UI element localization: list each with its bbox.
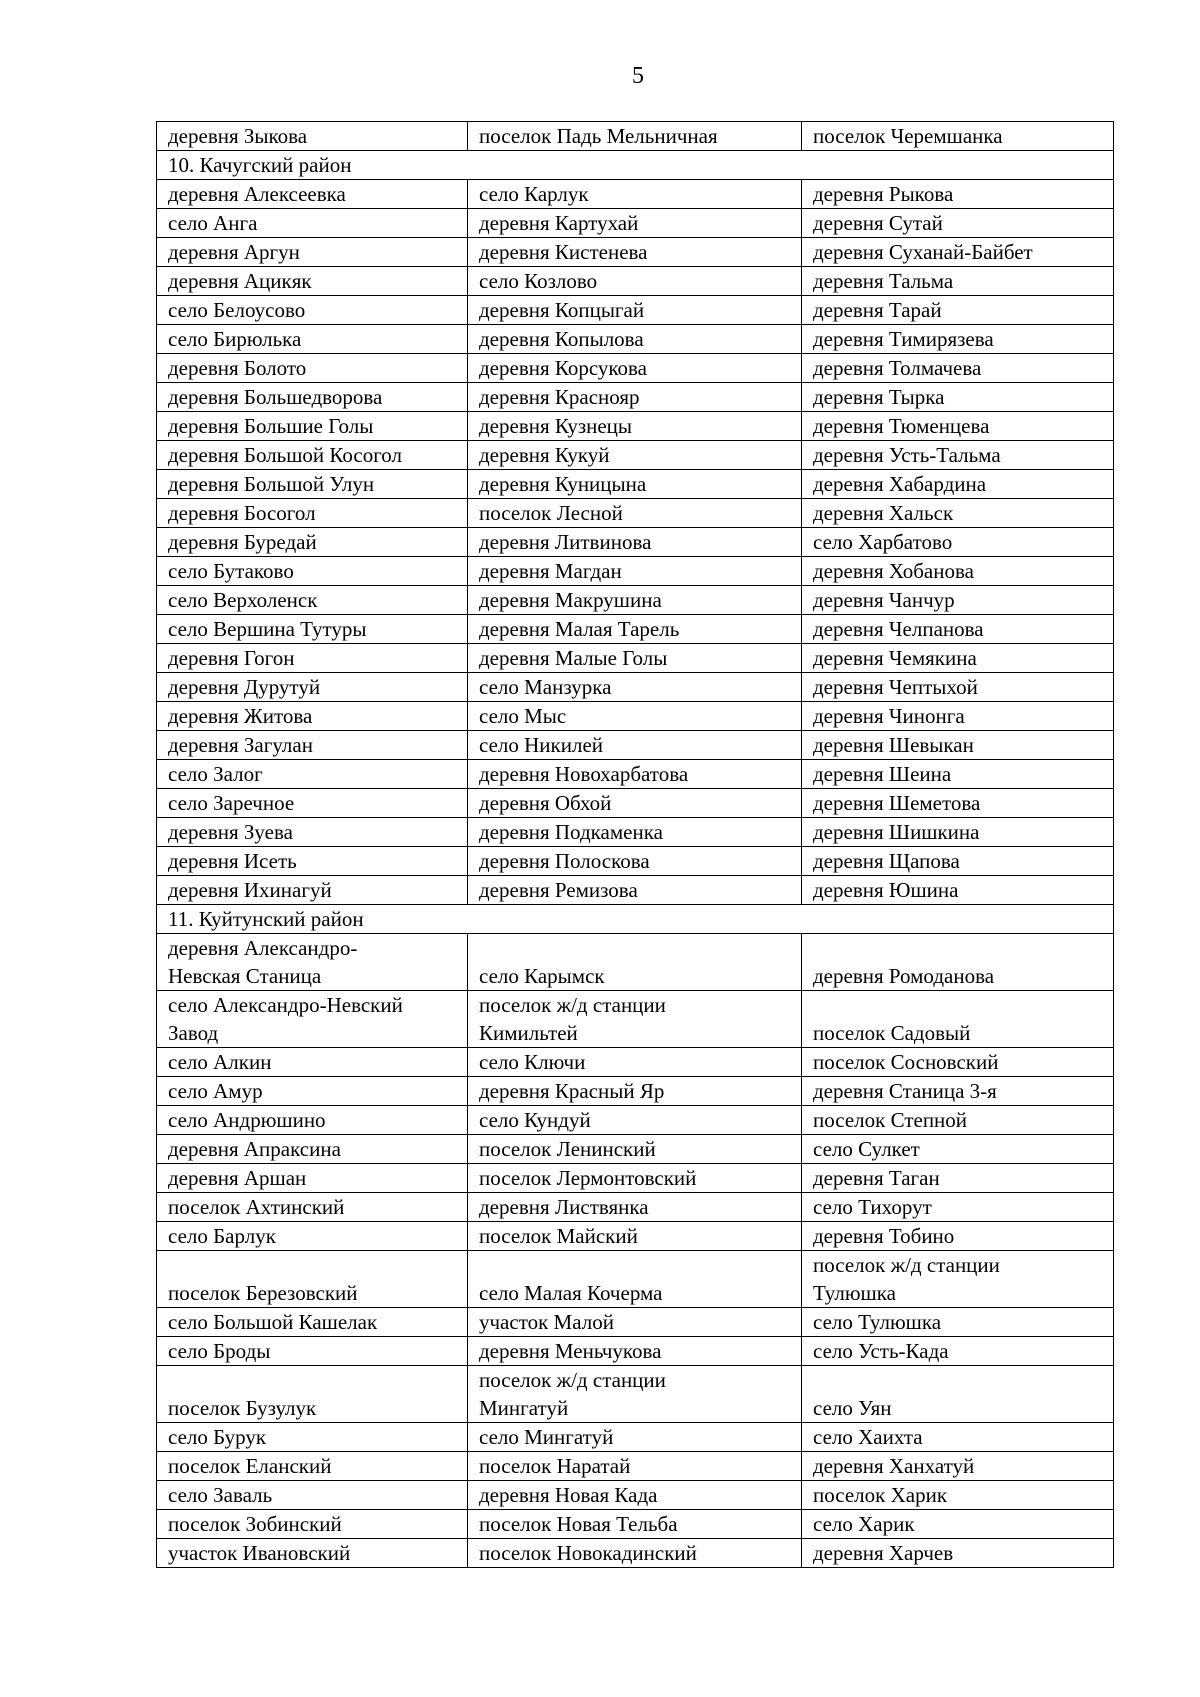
table-row xyxy=(157,325,1114,354)
table-row xyxy=(157,412,1114,441)
table-cell: деревня Шеина xyxy=(802,760,1114,789)
table-cell: деревня Копцыгай xyxy=(468,296,802,325)
cell-line: село Александро-Невский xyxy=(168,993,403,1017)
table-row xyxy=(157,1164,1114,1193)
table-cell: деревня Дурутуй xyxy=(157,673,468,702)
table-row xyxy=(157,1048,1114,1077)
table-row xyxy=(157,354,1114,383)
table-cell: село Тихорут xyxy=(802,1193,1114,1222)
table-cell: деревня Исеть xyxy=(157,847,468,876)
table-cell: село Тулюшка xyxy=(802,1308,1114,1337)
table-cell: деревня Меньчукова xyxy=(468,1337,802,1366)
table-cell: село Анга xyxy=(157,209,468,238)
table-cell: деревня Кукуй xyxy=(468,441,802,470)
table-row xyxy=(157,470,1114,499)
table-cell: деревня Тырка xyxy=(802,383,1114,412)
table-cell: деревня Зуева xyxy=(157,818,468,847)
table-cell: деревня Большие Голы xyxy=(157,412,468,441)
table-cell: деревня Ихинагуй xyxy=(157,876,468,905)
table-cell: деревня Малая Тарель xyxy=(468,615,802,644)
cell-line: Кимильтей xyxy=(479,1021,578,1045)
table-cell: деревня Малые Голы xyxy=(468,644,802,673)
table-cell: деревня Аргун xyxy=(157,238,468,267)
table-row xyxy=(157,1481,1114,1510)
table-cell: деревня Апраксина xyxy=(157,1135,468,1164)
table-cell: поселок Ленинский xyxy=(468,1135,802,1164)
table-cell: деревня Ацикяк xyxy=(157,267,468,296)
table-cell: деревня Буредай xyxy=(157,528,468,557)
table-cell: деревня Магдан xyxy=(468,557,802,586)
table-cell: деревня Житова xyxy=(157,702,468,731)
table-row xyxy=(157,1539,1114,1568)
table-cell: деревня Тюменцева xyxy=(802,412,1114,441)
table-cell: село Броды xyxy=(157,1337,468,1366)
section-heading: 10. Качугский район xyxy=(157,151,1114,180)
table-cell: поселок Наратай xyxy=(468,1452,802,1481)
table-row xyxy=(157,644,1114,673)
table-cell: поселок Березовский xyxy=(157,1251,468,1308)
cell-line: Тулюшка xyxy=(813,1281,896,1305)
table-cell: село Мингатуй xyxy=(468,1423,802,1452)
table-cell xyxy=(802,1251,1114,1308)
table-cell: деревня Шевыкан xyxy=(802,731,1114,760)
table-cell: деревня Хабардина xyxy=(802,470,1114,499)
table-cell: село Залог xyxy=(157,760,468,789)
cell-line: поселок ж/д станции xyxy=(479,1368,666,1392)
table-row xyxy=(157,1308,1114,1337)
table-cell: деревня Станица 3-я xyxy=(802,1077,1114,1106)
table-cell: поселок Бузулук xyxy=(157,1366,468,1423)
table-cell: деревня Новохарбатова xyxy=(468,760,802,789)
table-cell: село Карымск xyxy=(468,934,802,991)
table-cell: деревня Копылова xyxy=(468,325,802,354)
table-row xyxy=(157,180,1114,209)
table-cell: деревня Гогон xyxy=(157,644,468,673)
table-cell: деревня Кистенева xyxy=(468,238,802,267)
table-cell: деревня Тимирязева xyxy=(802,325,1114,354)
table-cell: село Харик xyxy=(802,1510,1114,1539)
table-cell: участок Малой xyxy=(468,1308,802,1337)
table-row xyxy=(157,1251,1114,1308)
table-cell: деревня Сутай xyxy=(802,209,1114,238)
table-row xyxy=(157,847,1114,876)
table-cell: деревня Тарай xyxy=(802,296,1114,325)
table-cell: деревня Босогол xyxy=(157,499,468,528)
table-cell: село Кундуй xyxy=(468,1106,802,1135)
table-cell: деревня Загулан xyxy=(157,731,468,760)
table-row xyxy=(157,731,1114,760)
table-cell: деревня Большой Улун xyxy=(157,470,468,499)
table-cell: село Вершина Тутуры xyxy=(157,615,468,644)
table-row xyxy=(157,789,1114,818)
table-cell: деревня Чептыхой xyxy=(802,673,1114,702)
table-cell: село Уян xyxy=(802,1366,1114,1423)
table-cell: деревня Таган xyxy=(802,1164,1114,1193)
table-cell: поселок Еланский xyxy=(157,1452,468,1481)
table-row xyxy=(157,122,1114,151)
table-cell: деревня Листвянка xyxy=(468,1193,802,1222)
table-cell: деревня Шишкина xyxy=(802,818,1114,847)
table-cell: деревня Рыкова xyxy=(802,180,1114,209)
table-cell: село Бутаково xyxy=(157,557,468,586)
table-cell: деревня Тальма xyxy=(802,267,1114,296)
table-row xyxy=(157,702,1114,731)
table-cell: деревня Аршан xyxy=(157,1164,468,1193)
table-cell: село Барлук xyxy=(157,1222,468,1251)
table-cell: деревня Челпанова xyxy=(802,615,1114,644)
table-cell: деревня Чинонга xyxy=(802,702,1114,731)
cell-line: поселок ж/д станции xyxy=(813,1253,1000,1277)
table-row xyxy=(157,1135,1114,1164)
table-row xyxy=(157,1423,1114,1452)
table-row xyxy=(157,499,1114,528)
settlements-table xyxy=(156,121,1114,1568)
cell-line: Мингатуй xyxy=(479,1396,569,1420)
table-cell xyxy=(157,934,468,991)
table-cell: деревня Большедворова xyxy=(157,383,468,412)
table-row xyxy=(157,615,1114,644)
table-cell: поселок Лесной xyxy=(468,499,802,528)
table-row xyxy=(157,586,1114,615)
table-row xyxy=(157,673,1114,702)
table-cell: село Мыс xyxy=(468,702,802,731)
table-cell: село Андрюшино xyxy=(157,1106,468,1135)
table-row xyxy=(157,1193,1114,1222)
table-row xyxy=(157,1452,1114,1481)
section-row xyxy=(157,151,1114,180)
table-cell: село Заваль xyxy=(157,1481,468,1510)
table-cell: деревня Ремизова xyxy=(468,876,802,905)
table-row xyxy=(157,209,1114,238)
table-cell: деревня Алексеевка xyxy=(157,180,468,209)
cell-line: деревня Александро- xyxy=(168,936,358,960)
table-cell: деревня Хобанова xyxy=(802,557,1114,586)
settlements-table-body xyxy=(157,122,1114,1568)
table-cell: деревня Ханхатуй xyxy=(802,1452,1114,1481)
page-number: 5 xyxy=(632,63,644,89)
table-cell: село Карлук xyxy=(468,180,802,209)
table-row xyxy=(157,1077,1114,1106)
table-cell: поселок Новая Тельба xyxy=(468,1510,802,1539)
table-cell: деревня Тобино xyxy=(802,1222,1114,1251)
table-row xyxy=(157,818,1114,847)
table-cell: село Ключи xyxy=(468,1048,802,1077)
table-cell: деревня Подкаменка xyxy=(468,818,802,847)
table-cell: участок Ивановский xyxy=(157,1539,468,1568)
table-row xyxy=(157,267,1114,296)
table-row xyxy=(157,1222,1114,1251)
section-row xyxy=(157,905,1114,934)
table-row xyxy=(157,296,1114,325)
table-cell: село Манзурка xyxy=(468,673,802,702)
table-cell: село Усть-Када xyxy=(802,1337,1114,1366)
table-cell: поселок Черемшанка xyxy=(802,122,1114,151)
table-cell: деревня Толмачева xyxy=(802,354,1114,383)
table-cell: село Малая Кочерма xyxy=(468,1251,802,1308)
table-cell: деревня Зыкова xyxy=(157,122,468,151)
section-heading: 11. Куйтунский район xyxy=(157,905,1114,934)
table-cell: поселок Ахтинский xyxy=(157,1193,468,1222)
table-cell: деревня Чемякина xyxy=(802,644,1114,673)
table-cell xyxy=(468,991,802,1048)
table-cell: поселок Лермонтовский xyxy=(468,1164,802,1193)
table-cell: деревня Хальск xyxy=(802,499,1114,528)
table-cell: деревня Макрушина xyxy=(468,586,802,615)
table-row xyxy=(157,991,1114,1048)
cell-line: Завод xyxy=(168,1021,219,1045)
table-row xyxy=(157,1510,1114,1539)
table-cell: поселок Степной xyxy=(802,1106,1114,1135)
table-row xyxy=(157,238,1114,267)
table-cell: деревня Щапова xyxy=(802,847,1114,876)
table-cell: деревня Новая Када xyxy=(468,1481,802,1510)
table-cell: деревня Корсукова xyxy=(468,354,802,383)
table-row xyxy=(157,1366,1114,1423)
table-cell: село Бирюлька xyxy=(157,325,468,354)
table-cell: село Сулкет xyxy=(802,1135,1114,1164)
table-cell: деревня Суханай-Байбет xyxy=(802,238,1114,267)
table-cell: деревня Ромоданова xyxy=(802,934,1114,991)
table-cell: деревня Красный Яр xyxy=(468,1077,802,1106)
table-cell: поселок Новокадинский xyxy=(468,1539,802,1568)
table-cell: село Харбатово xyxy=(802,528,1114,557)
table-cell xyxy=(468,1366,802,1423)
table-cell: деревня Обхой xyxy=(468,789,802,818)
table-cell: деревня Кузнецы xyxy=(468,412,802,441)
cell-line: Невская Станица xyxy=(168,964,322,988)
table-row xyxy=(157,441,1114,470)
table-cell: село Большой Кашелак xyxy=(157,1308,468,1337)
table-cell: поселок Сосновский xyxy=(802,1048,1114,1077)
table-row xyxy=(157,383,1114,412)
cell-line: поселок ж/д станции xyxy=(479,993,666,1017)
table-cell: поселок Садовый xyxy=(802,991,1114,1048)
table-cell: деревня Полоскова xyxy=(468,847,802,876)
table-cell: село Алкин xyxy=(157,1048,468,1077)
table-row xyxy=(157,557,1114,586)
table-cell: поселок Зобинский xyxy=(157,1510,468,1539)
table-cell: деревня Картухай xyxy=(468,209,802,238)
table-cell: деревня Усть-Тальма xyxy=(802,441,1114,470)
table-cell xyxy=(157,991,468,1048)
table-row xyxy=(157,1106,1114,1135)
table-row xyxy=(157,1337,1114,1366)
table-cell: деревня Куницына xyxy=(468,470,802,499)
table-cell: деревня Юшина xyxy=(802,876,1114,905)
table-cell: деревня Шеметова xyxy=(802,789,1114,818)
table-cell: село Заречное xyxy=(157,789,468,818)
table-row xyxy=(157,876,1114,905)
table-cell: село Никилей xyxy=(468,731,802,760)
table-cell: село Бурук xyxy=(157,1423,468,1452)
table-cell: деревня Чанчур xyxy=(802,586,1114,615)
table-cell: село Хаихта xyxy=(802,1423,1114,1452)
table-row xyxy=(157,760,1114,789)
table-cell: село Белоусово xyxy=(157,296,468,325)
table-cell: деревня Большой Косогол xyxy=(157,441,468,470)
table-cell: село Верхоленск xyxy=(157,586,468,615)
table-cell: село Амур xyxy=(157,1077,468,1106)
table-cell: деревня Харчев xyxy=(802,1539,1114,1568)
table-row xyxy=(157,528,1114,557)
table-cell: село Козлово xyxy=(468,267,802,296)
table-cell: деревня Болото xyxy=(157,354,468,383)
table-cell: деревня Литвинова xyxy=(468,528,802,557)
table-row xyxy=(157,934,1114,991)
table-cell: деревня Краснояр xyxy=(468,383,802,412)
table-cell: поселок Падь Мельничная xyxy=(468,122,802,151)
table-cell: поселок Майский xyxy=(468,1222,802,1251)
table-cell: поселок Харик xyxy=(802,1481,1114,1510)
